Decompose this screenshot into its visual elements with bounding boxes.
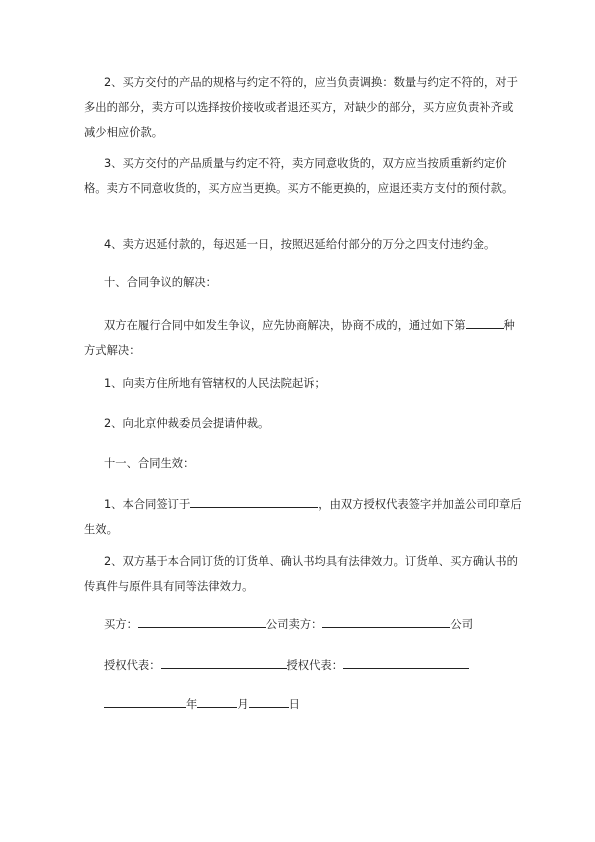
day-blank [249, 696, 289, 708]
representative-signature-line [104, 653, 524, 678]
month-label: 月 [237, 698, 249, 711]
clause-2-paragraph: 2、买方交付的产品的规格与约定不符的，应当负责调换：数量与约定不符的，对于多出的部分，卖方可以选择按价接收或者退还买方，对缺少的部分，买方应负责补齐或减少相应价款。 [84, 76, 518, 139]
effect-clause-1-text: 1、本合同签订于 [104, 498, 191, 511]
month-blank [197, 696, 237, 708]
buyer-rep-blank [161, 657, 287, 669]
seller-company-suffix: 公司 [450, 618, 474, 631]
seller-rep-blank [343, 657, 469, 669]
year-label: 年 [186, 698, 198, 711]
year-blank [104, 696, 186, 708]
effect-clause-2: 2、双方基于本合同订货的订货单、确认书均具有法律效力。订货单、买方确认书的传真件与原件具有同等法律效力。 [84, 555, 518, 593]
section-10-intro-text: 双方在履行合同中如发生争议，应先协商解决，协商不成的，通过如下第 [104, 319, 466, 332]
seller-rep-label: 授权代表： [286, 659, 343, 672]
buyer-label: 买方： [104, 618, 138, 631]
clause-4-paragraph: 4、卖方迟延付款的，每迟延一日，按照迟延给付部分的万分之四支付违约金。 [104, 238, 496, 251]
section-11-title: 十一、合同生效： [104, 457, 195, 470]
clause-3-paragraph: 3、买方交付的产品质量与约定不符，卖方同意收货的，双方应当按质重新约定价格。卖方不同意收货的，买方应当更换。买方不能更换的，应退还卖方支付的预付款。 [84, 157, 514, 195]
effect-clause-1 [84, 492, 524, 542]
dispute-option-1: 1、向卖方住所地有管辖权的人民法院起诉； [104, 377, 326, 390]
signing-place-blank [190, 496, 318, 508]
buyer-name-blank [138, 616, 266, 628]
effect-clause-1-text-end: ，由双方授权代表签字并加盖公司印章后生效。 [84, 498, 522, 536]
buyer-rep-label: 授权代表： [104, 659, 161, 672]
dispute-method-blank [466, 317, 504, 329]
buyer-company-suffix: 公司 [265, 618, 289, 631]
seller-name-blank [322, 616, 450, 628]
date-line [104, 692, 524, 717]
section-10-intro [84, 313, 524, 363]
dispute-option-2: 2、向北京仲裁委员会提请仲裁。 [104, 417, 270, 430]
day-label: 日 [288, 698, 300, 711]
party-signature-line [104, 612, 524, 637]
section-10-intro-text-end: 种方式解决： [84, 319, 515, 357]
section-10-title: 十、合同争议的解决： [104, 276, 217, 289]
seller-label: 卖方： [288, 618, 323, 631]
